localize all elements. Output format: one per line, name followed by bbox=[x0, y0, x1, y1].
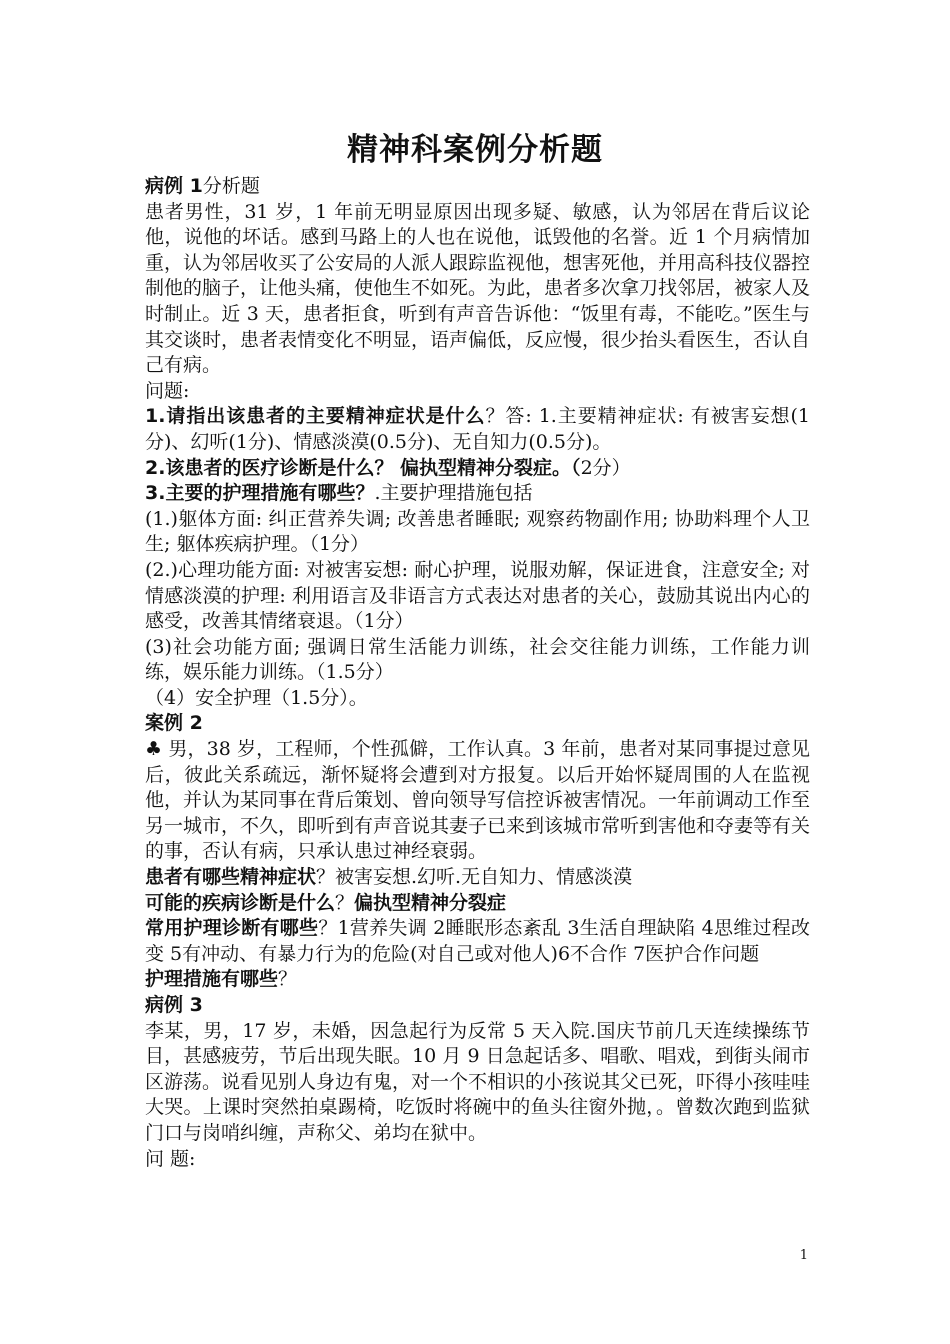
case2-question-4-text: 护理措施有哪些 bbox=[145, 968, 279, 991]
page-title: 精神科案例分析题 bbox=[347, 132, 603, 168]
case2-question-2 bbox=[145, 891, 810, 917]
case2-question-2-text: 可能的疾病诊断是什么 bbox=[145, 891, 336, 914]
case1-description: 患者男性，31 岁，1 年前无明显原因出现多疑、敏感，认为邻居在背后议论他，说他的坏话。感到马路上的人也在说他，诋毁他的名誉。近 1 个月病情加重，认为邻居收买了公安局的人派人跟踪监视他，想害死他，并用高科技仪器控制他的脑子，让他头痛，使他生不如死。为此，患者多次拿刀找邻居，被家人及时制止。近 3 天，患者拒食，听到有声音告诉他：“饭里有毒，不能吃。”医生与其交谈时，患者表情变化不明显，语声偏低，反应慢，很少抬头看医生，否认自己有病。 bbox=[145, 200, 811, 377]
case3-description: 李某，男，17 岁，未婚，因急起行为反常 5 天入院.国庆节前几天连续操练节目，甚感疲劳，节后出现失眠。10 月 9 日急起话多、唱歌、唱戏，到街头闹市区游荡。说看见别人身边有鬼，对一个不相识的小孩说其父已死，吓得小孩哇哇大哭。上课时突然拍桌踢椅，吃饭时将碗中的鱼头往窗外抛，。曾数次跑到监狱门口与岗哨纠缠，声称父、弟均在狱中。 bbox=[145, 1019, 811, 1144]
case1-question-1 bbox=[145, 404, 810, 455]
case1-heading-rest: 分析题 bbox=[202, 175, 260, 197]
case1-heading bbox=[145, 174, 810, 200]
case1-measure-4: （4）安全护理（1.5分）。 bbox=[145, 686, 368, 709]
case1-question-3-text: 3.主要的护理措施有哪些？ bbox=[145, 482, 375, 505]
case1-question-2-score: 2分） bbox=[580, 456, 631, 479]
case2-description: ♣ 男，38 岁，工程师，个性孤僻，工作认真。3 年前，患者对某同事提过意见后，彼此关系疏远，渐怀疑将会遭到对方报复。以后开始怀疑周围的人在监视他，并认为某同事在背后策划、曾向领导写信控诉被害情况。一年前调动工作至另一城市，不久，即听到有声音说其妻子已来到该城市常听到害他和夺妻等有关的事，否认有病，只承认患过神经衰弱。 bbox=[145, 738, 811, 863]
case2-question-3 bbox=[145, 916, 810, 967]
case1-questions-label: 问题: bbox=[145, 379, 190, 402]
page-number: 1 bbox=[799, 1248, 808, 1263]
case2-question-4-mark: ？ bbox=[278, 968, 298, 991]
case1-measure-1: (1.)躯体方面: 纠正营养失调; 改善患者睡眠; 观察药物副作用; 协助料理个人卫生; 躯体疾病护理。（1分） bbox=[145, 507, 810, 556]
case1-question-1-answer: ？答: 1.主要精神症状: 有被害妄想(1分)、幻听(1分)、情感淡漠(0.5分)、无自知力(0.5分)。 bbox=[145, 405, 810, 453]
case3-heading: 病例 3 bbox=[145, 994, 203, 1016]
case3-questions-label: 问 题: bbox=[145, 1147, 196, 1170]
case1-question-1-text: 1.请指出该患者的主要精神症状是什么 bbox=[145, 405, 486, 428]
case2-question-1 bbox=[145, 865, 810, 891]
case2-question-3-text: 常用护理诊断有哪些 bbox=[145, 917, 319, 940]
case2-question-1-text: 患者有哪些精神症状 bbox=[145, 866, 317, 889]
case2-question-2-mark: ？ bbox=[335, 891, 355, 914]
case1-measure-3: (3)社会功能方面; 强调日常生活能力训练，社会交往能力训练，工作能力训练，娱乐能力训练。（1.5分） bbox=[145, 635, 810, 684]
case2-question-2-answer: 偏执型精神分裂症 bbox=[354, 891, 507, 914]
case1-heading-label: 病例 1 bbox=[145, 175, 203, 197]
case1-question-2-text: 2.该患者的医疗诊断是什么？ 偏执型精神分裂症。（ bbox=[145, 456, 581, 479]
case2-question-4 bbox=[145, 967, 810, 993]
case1-measure-2: (2.)心理功能方面: 对被害妄想: 耐心护理，说服劝解，保证进食，注意安全; 对情感淡漠的护理: 利用语言及非语言方式表达对患者的关心，鼓励其说出内心的感受，改善其情绪衰退。（1分） bbox=[145, 558, 810, 633]
document-body bbox=[145, 174, 810, 1172]
case1-question-3 bbox=[145, 481, 810, 507]
case2-question-1-answer: ？被害妄想.幻听.无自知力、情感淡漠 bbox=[316, 866, 633, 889]
case2-heading: 案例 2 bbox=[145, 712, 203, 735]
case2-question-3-answer: ？1营养失调 2睡眠形态紊乱 3生活自理缺陷 4思维过程改变 5有冲动、有暴力行为的危险(对自己或对他人)6不合作 7医护合作问题 bbox=[145, 917, 810, 965]
case1-question-2 bbox=[145, 456, 810, 482]
case1-question-3-answer: .主要护理措施包括 bbox=[374, 482, 533, 505]
